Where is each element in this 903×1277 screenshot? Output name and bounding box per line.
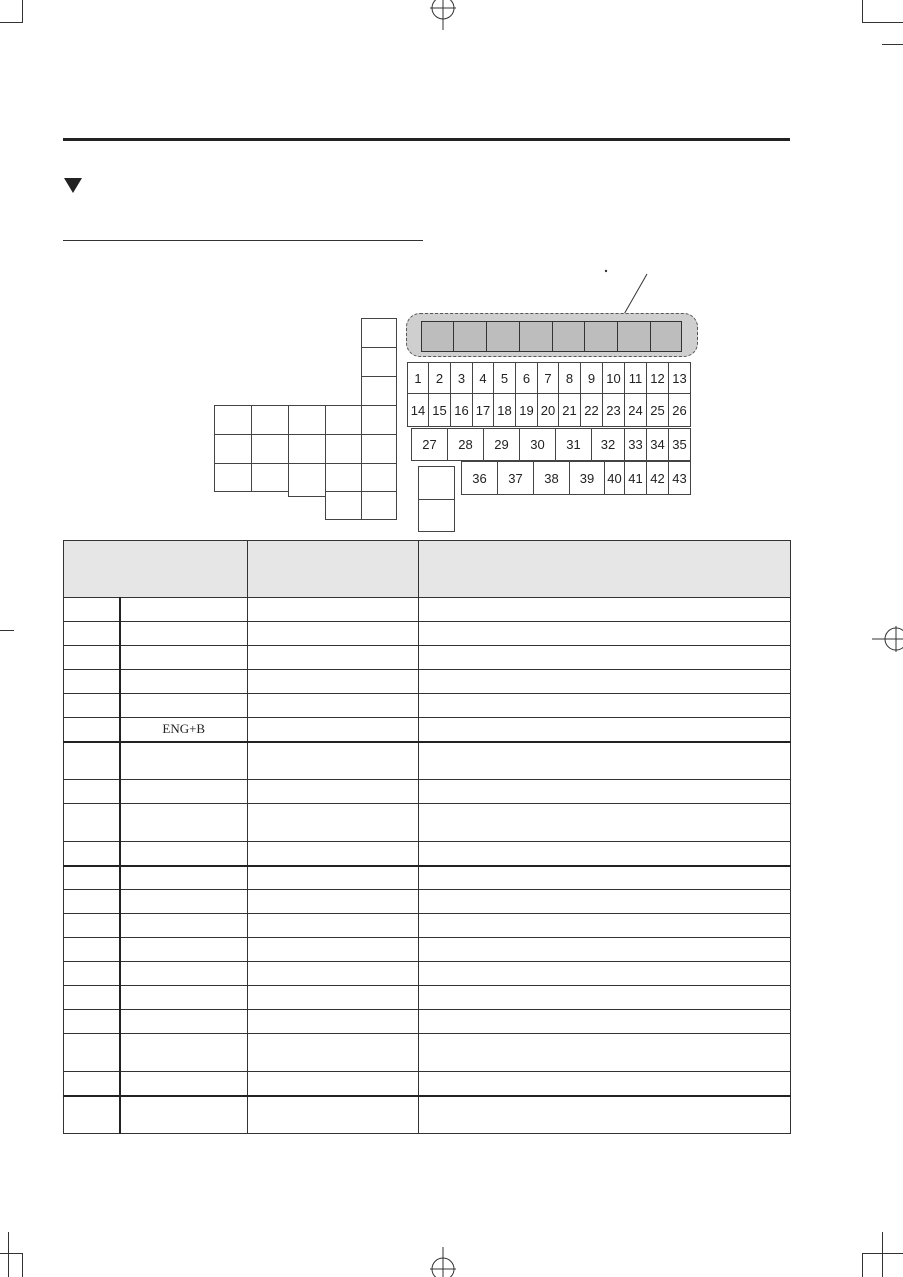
fuse-15: 15 <box>428 393 451 427</box>
table-row <box>64 938 791 962</box>
table-cell-desc <box>419 598 791 622</box>
fuse-socket <box>214 463 252 492</box>
table-cell-amp <box>248 694 419 718</box>
fuse-4: 4 <box>472 362 494 394</box>
crop-mark <box>882 1232 883 1277</box>
fuse-socket <box>288 434 326 464</box>
fuse-26: 26 <box>668 393 691 427</box>
fuse-27: 27 <box>411 428 448 461</box>
fuse-socket <box>325 405 362 435</box>
table-cell-name <box>120 1096 248 1134</box>
table-cell-name <box>120 804 248 842</box>
table-cell-desc <box>419 1072 791 1096</box>
fuse-37: 37 <box>497 461 534 495</box>
table-cell-amp <box>248 1010 419 1034</box>
header-cell <box>419 541 791 598</box>
fuse-socket <box>251 434 289 464</box>
fuse-socket <box>325 463 362 492</box>
fuse-28: 28 <box>447 428 484 461</box>
fuse-22: 22 <box>580 393 603 427</box>
fuse-7: 7 <box>537 362 559 394</box>
fuse-20: 20 <box>537 393 559 427</box>
table-row <box>64 646 791 670</box>
table-cell-amp <box>248 1034 419 1072</box>
relay-slot <box>519 321 553 352</box>
table-cell-name <box>120 780 248 804</box>
fuse-10: 10 <box>602 362 625 394</box>
fuse-socket <box>361 318 397 348</box>
fuse-9: 9 <box>580 362 603 394</box>
relay-slot <box>486 321 520 352</box>
table-cell-desc <box>419 694 791 718</box>
table-cell-no <box>64 804 120 842</box>
table-cell-desc <box>419 866 791 890</box>
fuse-socket <box>361 463 397 492</box>
fuse-socket <box>325 491 362 520</box>
table-cell-desc <box>419 670 791 694</box>
table-cell-no <box>64 1072 120 1096</box>
table-cell-desc <box>419 1034 791 1072</box>
table-cell-name <box>120 866 248 890</box>
fuse-socket <box>361 376 397 406</box>
table-cell-desc <box>419 646 791 670</box>
registration-mark <box>872 618 903 660</box>
table-cell-amp <box>248 986 419 1010</box>
table-cell-amp <box>248 866 419 890</box>
table-cell-desc <box>419 914 791 938</box>
table-cell-amp <box>248 962 419 986</box>
table-cell-no <box>64 914 120 938</box>
table-cell-name <box>120 622 248 646</box>
table-cell-desc <box>419 718 791 742</box>
table-cell-desc <box>419 622 791 646</box>
fuse-43: 43 <box>668 461 691 495</box>
table-cell-no <box>64 670 120 694</box>
table-cell-desc <box>419 780 791 804</box>
table-cell-name <box>120 598 248 622</box>
crop-mark <box>8 1232 9 1277</box>
table-cell-name <box>120 914 248 938</box>
table-row <box>64 1096 791 1134</box>
relay-slot <box>584 321 618 352</box>
fuse-1: 1 <box>407 362 429 394</box>
fuse-2: 2 <box>428 362 451 394</box>
table-cell-no <box>64 1010 120 1034</box>
fuse-socket <box>325 434 362 464</box>
table-row <box>64 866 791 890</box>
table-cell-no <box>64 890 120 914</box>
table-row <box>64 1010 791 1034</box>
table-cell-amp <box>248 914 419 938</box>
table-row <box>64 842 791 866</box>
fuse-socket <box>361 434 397 464</box>
relay-slot <box>421 321 454 352</box>
table-row <box>64 670 791 694</box>
fuse-35: 35 <box>668 428 691 461</box>
fuse-socket <box>361 491 397 520</box>
fuse-36: 36 <box>461 461 498 495</box>
fuse-32: 32 <box>591 428 625 461</box>
fuse-5: 5 <box>493 362 516 394</box>
table-cell-amp <box>248 598 419 622</box>
table-row <box>64 598 791 622</box>
fuse-socket <box>288 405 326 435</box>
table-row <box>64 622 791 646</box>
table-cell-desc <box>419 842 791 866</box>
fuse-25: 25 <box>646 393 669 427</box>
fuse-socket <box>288 463 326 497</box>
fuse-24: 24 <box>624 393 647 427</box>
table-row <box>64 914 791 938</box>
fuse-11: 11 <box>624 362 647 394</box>
fuse-8: 8 <box>558 362 581 394</box>
table-cell-name <box>120 646 248 670</box>
table-row <box>64 890 791 914</box>
table-cell-desc <box>419 962 791 986</box>
table-cell-name <box>120 670 248 694</box>
fuse-38: 38 <box>533 461 570 495</box>
table-row <box>64 780 791 804</box>
table-cell-no <box>64 866 120 890</box>
fuse-23: 23 <box>602 393 625 427</box>
table-cell-desc <box>419 890 791 914</box>
fuse-42: 42 <box>646 461 669 495</box>
table-cell-desc <box>419 1010 791 1034</box>
table-row <box>64 1034 791 1072</box>
table-cell-no <box>64 780 120 804</box>
table-cell-name <box>120 986 248 1010</box>
fuse-40: 40 <box>604 461 625 495</box>
fuse-socket <box>418 499 455 532</box>
header-cell <box>64 541 248 598</box>
fuse-12: 12 <box>646 362 669 394</box>
fuse-18: 18 <box>493 393 516 427</box>
table-cell-amp <box>248 804 419 842</box>
relay-slot <box>552 321 585 352</box>
fuse-socket <box>418 466 455 500</box>
table-cell-amp <box>248 890 419 914</box>
relay-slot <box>453 321 487 352</box>
table-cell-amp <box>248 718 419 742</box>
fuse-socket <box>214 405 252 435</box>
table-cell-no <box>64 986 120 1010</box>
fuse-31: 31 <box>555 428 592 461</box>
table-cell-amp <box>248 938 419 962</box>
fuse-29: 29 <box>483 428 520 461</box>
fuse-socket <box>214 434 252 464</box>
table-cell-no <box>64 646 120 670</box>
table-cell-no <box>64 938 120 962</box>
table-cell-no <box>64 1096 120 1134</box>
fuse-19: 19 <box>515 393 538 427</box>
table-cell-no <box>64 598 120 622</box>
fuse-socket <box>361 347 397 377</box>
table-row <box>64 1072 791 1096</box>
table-cell-desc <box>419 1096 791 1134</box>
fuse-13: 13 <box>668 362 691 394</box>
table-cell-amp <box>248 780 419 804</box>
table-cell-amp <box>248 622 419 646</box>
fuse-30: 30 <box>519 428 556 461</box>
crop-mark <box>862 1253 863 1277</box>
crop-mark <box>22 1253 23 1277</box>
table-row <box>64 694 791 718</box>
crop-mark <box>0 630 14 631</box>
table-cell-no <box>64 694 120 718</box>
fuse-17: 17 <box>472 393 494 427</box>
table-cell-amp <box>248 1072 419 1096</box>
fuse-socket <box>251 405 289 435</box>
table-cell-name <box>120 938 248 962</box>
fuse-14: 14 <box>407 393 429 427</box>
table-cell-desc <box>419 804 791 842</box>
relay-slot <box>650 321 682 352</box>
table-row <box>64 742 791 780</box>
table-cell-no <box>64 622 120 646</box>
table-cell-no <box>64 1034 120 1072</box>
table-cell-name <box>120 742 248 780</box>
table-row <box>64 962 791 986</box>
table-cell-name: ENG+B <box>120 718 248 742</box>
table-row <box>64 804 791 842</box>
table-cell-desc <box>419 742 791 780</box>
fuse-39: 39 <box>569 461 605 495</box>
fuse-6: 6 <box>515 362 538 394</box>
table-cell-no <box>64 842 120 866</box>
table-cell-name <box>120 842 248 866</box>
table-cell-name <box>120 962 248 986</box>
crop-mark <box>0 1253 22 1254</box>
relay-slot <box>617 321 651 352</box>
fuse-33: 33 <box>624 428 647 461</box>
table-cell-amp <box>248 670 419 694</box>
table-cell-amp <box>248 1096 419 1134</box>
fuse-16: 16 <box>450 393 473 427</box>
table-row <box>64 718 791 742</box>
table-cell-no <box>64 962 120 986</box>
table-cell-no <box>64 718 120 742</box>
table-header-row <box>64 541 791 598</box>
table-cell-amp <box>248 646 419 670</box>
table-cell-name <box>120 1034 248 1072</box>
table-cell-amp <box>248 742 419 780</box>
fuse-table <box>63 540 791 1134</box>
table-cell-name <box>120 890 248 914</box>
table-row <box>64 986 791 1010</box>
fuse-socket <box>251 463 289 492</box>
fuse-box-diagram <box>0 0 903 540</box>
registration-mark <box>422 1247 464 1277</box>
table-cell-name <box>120 1072 248 1096</box>
header-cell <box>248 541 419 598</box>
table-cell-desc <box>419 938 791 962</box>
fuse-34: 34 <box>646 428 669 461</box>
fuse-21: 21 <box>558 393 581 427</box>
table-cell-no <box>64 742 120 780</box>
fuse-socket <box>361 405 397 435</box>
fuse-3: 3 <box>450 362 473 394</box>
table-cell-name <box>120 1010 248 1034</box>
table-cell-amp <box>248 842 419 866</box>
fuse-41: 41 <box>624 461 647 495</box>
table-cell-name <box>120 694 248 718</box>
table-cell-desc <box>419 986 791 1010</box>
